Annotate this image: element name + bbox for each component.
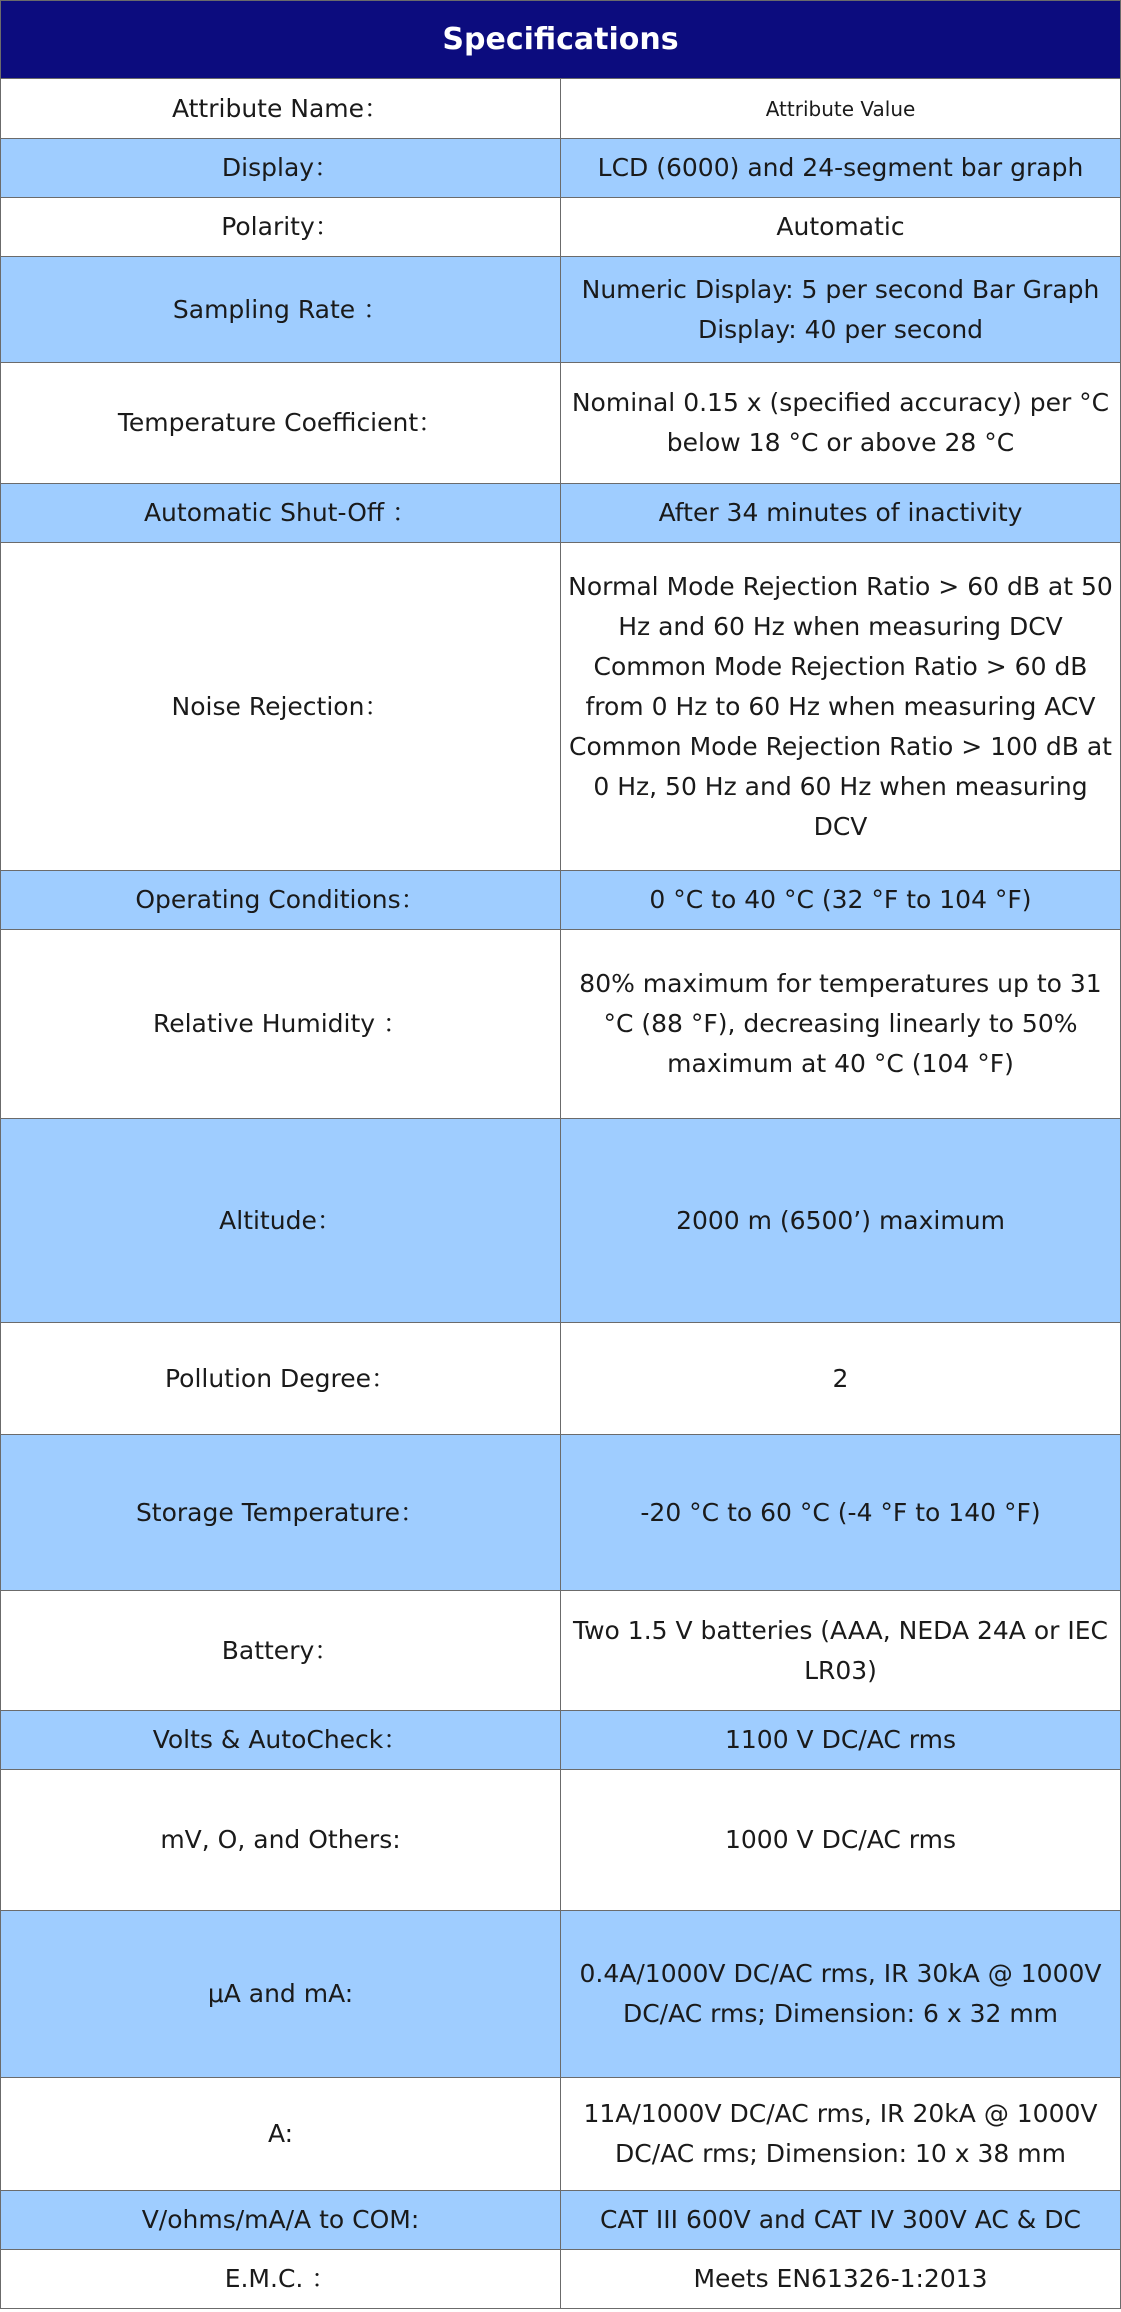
attribute-value: 1100 V DC/AC rms	[561, 1711, 1121, 1770]
attribute-name: μA and mA:	[1, 1911, 561, 2078]
attribute-value: 80% maximum for temperatures up to 31 °C (88 °F), decreasing linearly to 50% maximum at 40 °C (104 °F)	[561, 930, 1121, 1119]
attribute-value: Automatic	[561, 198, 1121, 257]
column-header-value: Attribute Value	[561, 79, 1121, 139]
attribute-name: Pollution Degree：	[1, 1323, 561, 1435]
table-row	[1, 198, 1121, 257]
attribute-name: A:	[1, 2078, 561, 2191]
table-row	[1, 257, 1121, 363]
attribute-name: V/ohms/mA/A to COM:	[1, 2191, 561, 2250]
attribute-value: 1000 V DC/AC rms	[561, 1770, 1121, 1911]
title-row	[1, 1, 1121, 79]
column-header-name: Attribute Name：	[1, 79, 561, 139]
attribute-name: Operating Conditions：	[1, 871, 561, 930]
attribute-name: Automatic Shut-Off ：	[1, 484, 561, 543]
attribute-name: Sampling Rate ：	[1, 257, 561, 363]
table-row	[1, 2078, 1121, 2191]
attribute-value: Nominal 0.15 x (specified accuracy) per °C below 18 °C or above 28 °C	[561, 363, 1121, 484]
attribute-value: 2	[561, 1323, 1121, 1435]
table-row	[1, 1770, 1121, 1911]
attribute-name: Relative Humidity ：	[1, 930, 561, 1119]
table-row	[1, 1911, 1121, 2078]
table-row	[1, 363, 1121, 484]
table-row	[1, 871, 1121, 930]
attribute-value: LCD (6000) and 24-segment bar graph	[561, 139, 1121, 198]
attribute-value: -20 °C to 60 °C (-4 °F to 140 °F)	[561, 1435, 1121, 1591]
table-title: Specifications	[1, 1, 1121, 79]
table-row	[1, 543, 1121, 871]
table-row	[1, 139, 1121, 198]
attribute-name: Polarity：	[1, 198, 561, 257]
attribute-name: Display：	[1, 139, 561, 198]
attribute-value: 11A/1000V DC/AC rms, IR 20kA @ 1000V DC/AC rms; Dimension: 10 x 38 mm	[561, 2078, 1121, 2191]
attribute-name: Storage Temperature：	[1, 1435, 561, 1591]
attribute-value: Numeric Display: 5 per second Bar Graph Display: 40 per second	[561, 257, 1121, 363]
attribute-value: 0.4A/1000V DC/AC rms, IR 30kA @ 1000V DC/AC rms; Dimension: 6 x 32 mm	[561, 1911, 1121, 2078]
attribute-name: Volts & AutoCheck：	[1, 1711, 561, 1770]
table-row	[1, 1711, 1121, 1770]
attribute-value: CAT III 600V and CAT IV 300V AC & DC	[561, 2191, 1121, 2250]
table-row	[1, 484, 1121, 543]
attribute-name: Noise Rejection：	[1, 543, 561, 871]
attribute-value: Two 1.5 V batteries (AAA, NEDA 24A or IEC LR03)	[561, 1591, 1121, 1711]
attribute-name: Temperature Coefficient：	[1, 363, 561, 484]
attribute-name: Battery：	[1, 1591, 561, 1711]
attribute-value: After 34 minutes of inactivity	[561, 484, 1121, 543]
table-row	[1, 2191, 1121, 2250]
table-row	[1, 1435, 1121, 1591]
attribute-value: 2000 m (6500’) maximum	[561, 1119, 1121, 1323]
attribute-value: 0 °C to 40 °C (32 °F to 104 °F)	[561, 871, 1121, 930]
table-row	[1, 1323, 1121, 1435]
attribute-name: Altitude：	[1, 1119, 561, 1323]
table-row	[1, 2250, 1121, 2309]
table-row	[1, 1591, 1121, 1711]
table-row	[1, 1119, 1121, 1323]
header-row	[1, 79, 1121, 139]
attribute-value: Normal Mode Rejection Ratio > 60 dB at 50 Hz and 60 Hz when measuring DCV Common Mode Rejection Ratio > 60 dB from 0 Hz to 60 Hz when measuring ACV Common Mode Rejection Ratio > 100 dB at 0 Hz, 50 Hz and 60 Hz when measuring DCV	[561, 543, 1121, 871]
attribute-value: Meets EN61326-1:2013	[561, 2250, 1121, 2309]
table-row	[1, 930, 1121, 1119]
attribute-name: E.M.C. ：	[1, 2250, 561, 2309]
attribute-name: mV, O, and Others:	[1, 1770, 561, 1911]
